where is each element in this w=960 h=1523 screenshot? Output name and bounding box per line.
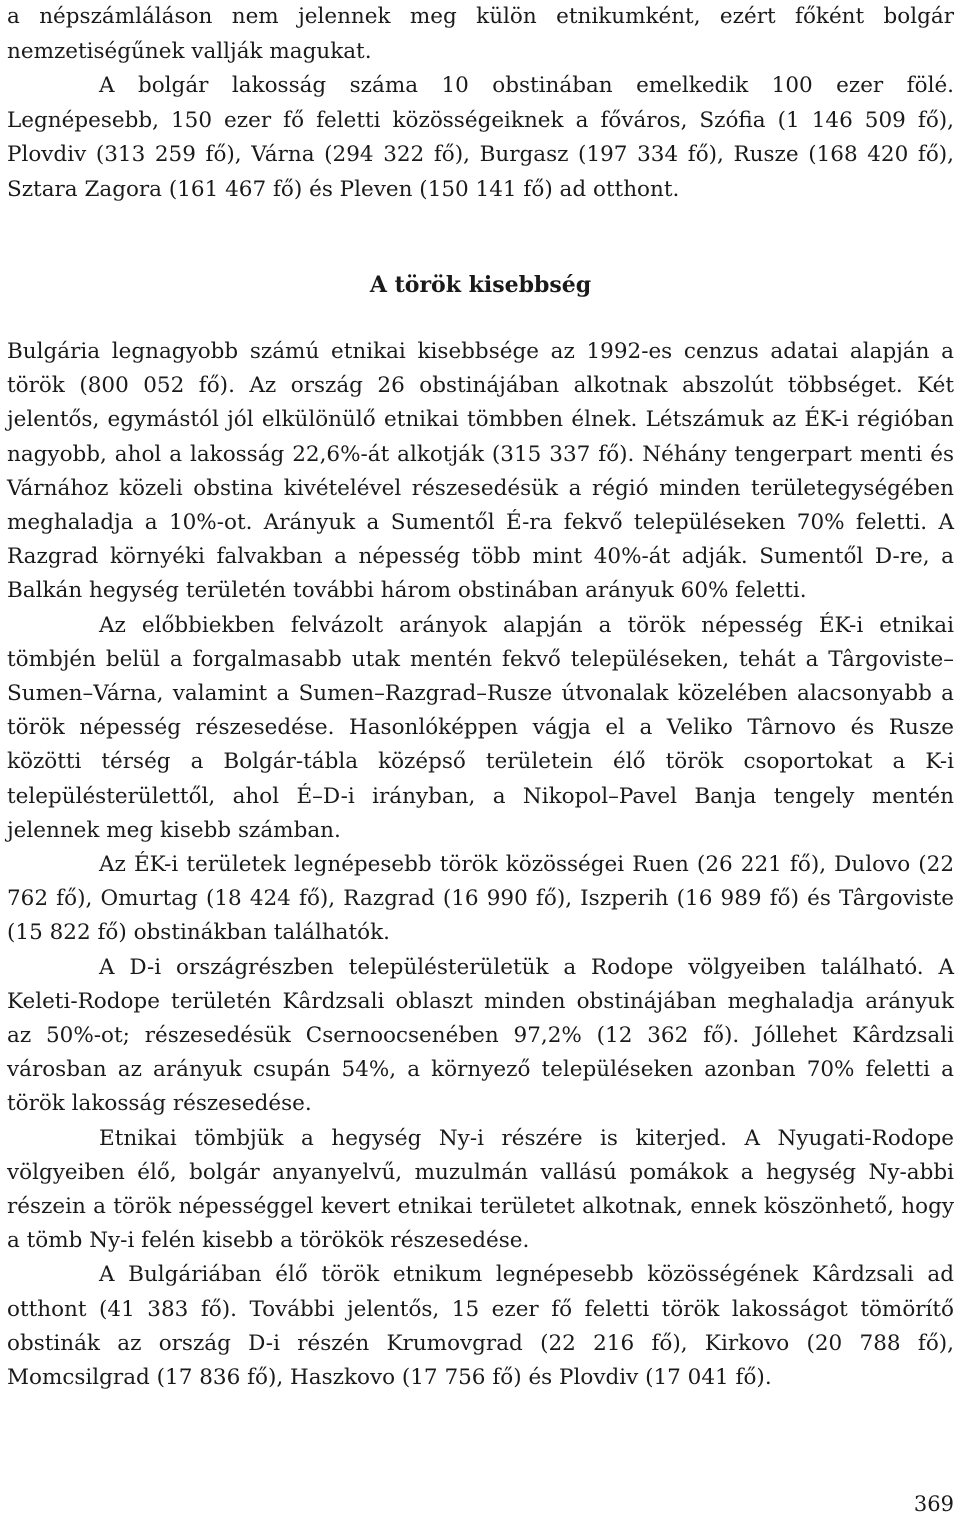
document-page [7, 0, 954, 1523]
paragraph-3: Az ÉK-i területek legnépesebb török közösségei Ruen (26 221 fő), Dulovo (22 762 fő), Omurtag (18 424 fő), Razgrad (16 990 fő), Iszperih (16 989 fő) és Târgoviste (15 822 fő) obstinákban találhatók. [7, 852, 954, 946]
paragraph-bulgarian-population: A bolgár lakosság száma 10 obstinában emelkedik 100 ezer fölé. Legnépesebb, 150 ezer fő feletti közösségeiknek a főváros, Szófia (1 146 509 fő), Plovdiv (313 259 fő), Várna (294 322 fő), Burgasz (197 334 fő), Rusze (168 420 fő), Sztara Zagora (161 467 fő) és Pleven (150 141 fő) ad otthont. [7, 73, 954, 202]
paragraph-continuation: a népszámláláson nem jelennek meg külön etnikumként, ezért főként bolgár nemzetiségűnek vallják magukat. [7, 4, 954, 64]
paragraph-2: Az előbbiekben felvázolt arányok alapján a török népesség ÉK-i etnikai tömbjén belül a forgalmasabb utak mentén fekvő településeken, tehát a Târgoviste–Sumen–Várna, valamint a Sumen–Razgrad–Rusze útvonalak közelében alacsonyabb a török népesség részesedése. Hasonlóképpen vágja el a Veliko Târnovo és Rusze közötti térség a Bolgár-tábla középső területein élő török csoportokat a K-i településterülettől, ahol É–D-i irányban, a Nikopol–Pavel Banja tengely mentén jelennek meg kisebb számban. [7, 612, 954, 843]
section-heading: A török kisebbség [369, 272, 592, 298]
paragraph-6: A Bulgáriában élő török etnikum legnépesebb közösségének Kârdzsali ad otthont (41 383 fő). További jelentős, 15 ezer fő feletti török lakosságot tömörítő obstinák az ország D-i részén Krumovgrad (22 216 fő), Kirkovo (20 788 fő), Momcsilgrad (17 836 fő), Haszkovo (17 756 fő) és Plovdiv (17 041 fő). [7, 1262, 954, 1391]
page-number: 369 [913, 1492, 954, 1516]
paragraph-1: Bulgária legnagyobb számú etnikai kisebbsége az 1992-es cenzus adatai alapján a török (800 052 fő). Az ország 26 obstinájában alkotnak abszolút többséget. Két jelentős, egymástól jól elkülönülő etnikai tömbben élnek. Létszámuk az ÉK-i régióban nagyobb, ahol a lakosság 22,6%-át alkotják (315 337 fő). Néhány tengerpart menti és Várnához közeli obstina kivételével részesedésük a régió minden területegységében meghaladja a 10%-ot. Arányuk a Sumentől É-ra fekvő településeken 70% feletti. A Razgrad környéki falvakban a népesség több mint 40%-át adják. Sumentől D-re, a Balkán hegység területén további három obstinában arányuk 60% feletti. [7, 339, 954, 604]
paragraph-4: A D-i országrészben településterületük a Rodope völgyeiben található. A Keleti-Rodope területén Kârdzsali oblaszt minden obstinájában meghaladja arányuk az 50%-ot; részesedésük Csernoocsenében 97,2% (12 362 fő). Jóllehet Kârdzsali városban az arányuk csupán 54%, a környező településeken azonban 70% feletti a török lakosság részesedése. [7, 954, 954, 1117]
paragraph-5: Etnikai tömbjük a hegység Ny-i részére is kiterjed. A Nyugati-Rodope völgyeiben élő, bolgár anyanyelvű, muzulmán vallású pomákok a hegység Ny-abbi részein a török népességgel kevert etnikai területet alkotnak, ennek köszönhető, hogy a tömb Ny-i felén kisebb a törökök részesedése. [7, 1125, 954, 1254]
top-text-block [7, 0, 954, 208]
section-body [7, 335, 954, 1395]
